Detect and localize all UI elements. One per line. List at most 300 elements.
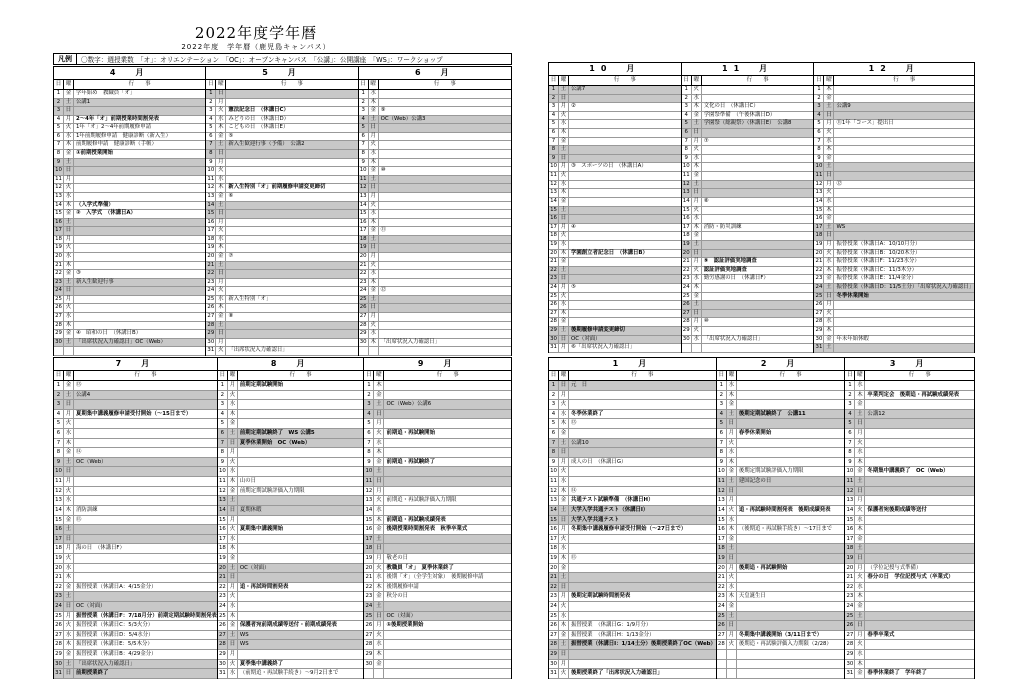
weekday: 火	[692, 267, 702, 275]
weekday: 土	[64, 339, 74, 347]
day-number: 21	[54, 262, 64, 270]
calendar-row	[717, 400, 845, 410]
day-number: 8	[218, 448, 228, 457]
calendar-row	[845, 410, 974, 420]
calendar-row	[359, 107, 511, 116]
day-number: 27	[206, 313, 216, 321]
column-header-events: 行 事	[289, 372, 312, 378]
weekday	[64, 347, 74, 355]
calendar-row	[364, 621, 511, 631]
event-text	[379, 347, 511, 355]
calendar-row	[549, 129, 681, 138]
weekday: 日	[228, 506, 238, 515]
day-number: 19	[54, 554, 64, 563]
day-number: 10	[717, 467, 727, 476]
calendar-row	[359, 184, 511, 193]
weekday: 月	[727, 429, 737, 438]
weekday: 金	[855, 535, 865, 544]
weekday: 木	[228, 410, 238, 419]
weekday: 月	[824, 120, 834, 128]
calendar-row	[359, 322, 511, 331]
day-number: 12	[54, 487, 64, 496]
calendar-row	[359, 227, 511, 236]
day-number: 9	[549, 155, 559, 163]
weekday: 土	[824, 163, 834, 171]
event-text: ⑬	[571, 420, 577, 427]
calendar-row	[54, 322, 205, 331]
day-number: 16	[218, 525, 228, 534]
day-number: 17	[364, 535, 374, 544]
page-subtitle: 2022年度 学年暦（鹿児島キャンパス）	[181, 43, 331, 51]
event-text: ⑨ 認証評価実地調査	[703, 258, 757, 265]
weekday: 土	[374, 467, 384, 476]
calendar-row	[54, 506, 217, 516]
event-text	[226, 167, 357, 175]
event-text	[384, 487, 511, 496]
weekday: 月	[855, 496, 865, 505]
calendar-row	[359, 339, 511, 348]
calendar-row	[845, 439, 974, 449]
weekday: 日	[64, 467, 74, 476]
weekday: 火	[374, 631, 384, 640]
day-number: 29	[845, 650, 855, 659]
calendar-row	[717, 477, 845, 487]
event-text	[569, 583, 716, 592]
weekday: 水	[64, 193, 74, 201]
weekday: 日	[64, 287, 74, 295]
calendar-row	[717, 573, 845, 583]
calendar-row	[364, 419, 511, 429]
weekday: 日	[64, 535, 74, 544]
calendar-row	[682, 163, 814, 172]
weekday: 日	[228, 640, 238, 649]
day-number: 23	[206, 279, 216, 287]
calendar-row	[717, 467, 845, 477]
event-text	[569, 232, 681, 240]
weekday: 木	[228, 612, 238, 621]
weekday: 月	[855, 564, 865, 573]
calendar-row	[814, 310, 974, 319]
weekday: 土	[228, 564, 238, 573]
calendar-row	[54, 391, 217, 401]
calendar-row	[845, 525, 974, 535]
event-text	[702, 327, 814, 335]
calendar-row	[54, 535, 217, 545]
event-text	[226, 270, 357, 278]
calendar-row	[814, 146, 974, 155]
month-column	[364, 358, 511, 679]
column-header	[206, 80, 357, 90]
weekday: 水	[64, 313, 74, 321]
weekday: 土	[559, 267, 569, 275]
event-text	[702, 284, 814, 292]
event-text: 「出席状況入力確認日」	[228, 347, 288, 354]
event-text	[384, 448, 511, 457]
day-number: 15	[54, 516, 64, 525]
event-text: （入学式準備）	[76, 201, 114, 208]
day-number: 21	[549, 573, 559, 582]
day-number: 1	[814, 86, 824, 94]
day-number: 1	[54, 90, 64, 98]
event-text: 後期追・再試験開始	[738, 564, 788, 571]
event-text	[569, 181, 681, 189]
event-text: 元 日	[571, 382, 588, 388]
column-header-events: 行 事	[433, 81, 456, 87]
weekday: 土	[855, 477, 865, 486]
day-number: 29	[359, 330, 369, 338]
day-number: 4	[359, 116, 369, 124]
event-text	[74, 184, 205, 192]
day-number: 13	[54, 496, 64, 505]
column-header-weekday: 曜	[64, 371, 74, 380]
column-header-events: 行 事	[631, 372, 654, 378]
event-text: 新入生歓迎行事（予備） 公講2	[228, 141, 305, 148]
weekday: 木	[559, 621, 569, 630]
day-number: 7	[717, 439, 727, 448]
event-text: 消防訓練	[76, 506, 98, 513]
day-number: 25	[218, 612, 228, 621]
weekday: 月	[824, 241, 834, 249]
day-number: 5	[549, 419, 559, 428]
day-number: 18	[54, 544, 64, 553]
calendar-row	[814, 129, 974, 138]
calendar-row	[682, 258, 814, 267]
calendar-row	[845, 660, 974, 670]
event-text	[865, 516, 974, 525]
day-number: 15	[845, 516, 855, 525]
event-text: 夏季集中講義終了	[239, 660, 284, 667]
calendar-row	[682, 301, 814, 310]
day-number: 7	[549, 138, 559, 146]
calendar-row	[54, 202, 205, 211]
column-header-weekday: 曜	[559, 76, 569, 85]
day-number: 7	[206, 141, 216, 149]
weekday: 土	[692, 120, 702, 128]
weekday: 日	[692, 189, 702, 197]
day-number: 12	[54, 184, 64, 192]
weekday: 木	[692, 103, 702, 111]
weekday: 金	[216, 133, 226, 141]
calendar-row	[549, 391, 716, 401]
weekday: 木	[727, 525, 737, 534]
calendar-row	[364, 467, 511, 477]
event-text	[569, 120, 681, 128]
day-number	[359, 347, 369, 355]
calendar-row	[54, 381, 217, 391]
day-number: 26	[549, 621, 559, 630]
weekday: 水	[855, 381, 865, 390]
calendar-row	[845, 535, 974, 545]
column-header-events: 行 事	[746, 77, 769, 83]
day-number: 5	[54, 124, 64, 132]
weekday: 木	[369, 219, 379, 227]
day-number: 10	[364, 467, 374, 476]
weekday: 水	[369, 90, 379, 98]
day-number: 2	[359, 99, 369, 107]
event-text: 海の日 （休講日F）	[76, 545, 125, 552]
calendar-row	[364, 506, 511, 516]
day-number: 18	[845, 544, 855, 553]
event-text: OC（対面）	[76, 603, 106, 610]
day-number: 16	[54, 219, 64, 227]
weekday: 日	[64, 167, 74, 175]
weekday: 月	[64, 544, 74, 553]
weekday: 火	[64, 554, 74, 563]
day-number: 4	[814, 112, 824, 120]
weekday: 木	[64, 141, 74, 149]
calendar-row	[845, 477, 974, 487]
weekday: 金	[559, 258, 569, 266]
calendar-row	[54, 90, 205, 99]
day-number: 16	[717, 525, 727, 534]
event-text	[74, 296, 205, 304]
event-text	[834, 138, 974, 146]
weekday	[692, 344, 702, 352]
day-number: 20	[717, 564, 727, 573]
event-text: 春季卒業式	[867, 631, 895, 638]
column-header-events: 行 事	[436, 372, 459, 378]
day-number: 2	[717, 391, 727, 400]
weekday: 水	[824, 258, 834, 266]
day-number: 1	[218, 381, 228, 390]
day-number: 20	[364, 564, 374, 573]
day-number: 9	[549, 458, 559, 467]
weekday: 土	[727, 410, 737, 419]
event-text	[834, 163, 974, 171]
day-number: 29	[549, 650, 559, 659]
weekday: 火	[64, 124, 74, 132]
event-text	[238, 573, 364, 582]
weekday: 月	[374, 487, 384, 496]
day-number: 6	[549, 429, 559, 438]
event-text	[737, 458, 845, 467]
calendar-row	[682, 250, 814, 259]
weekday: 水	[374, 573, 384, 582]
day-number: 7	[814, 138, 824, 146]
event-text	[238, 516, 364, 525]
calendar-row	[717, 544, 845, 554]
day-number: 3	[549, 103, 559, 111]
weekday: 金	[855, 669, 865, 678]
calendar-row	[549, 207, 681, 216]
weekday: 金	[692, 293, 702, 301]
event-text	[74, 592, 217, 601]
weekday: 日	[64, 602, 74, 611]
event-text: 2～4年「オ」前期授業時間割発表	[76, 115, 159, 122]
day-number: 6	[54, 429, 64, 438]
weekday: 月	[559, 284, 569, 292]
calendar-row	[54, 573, 217, 583]
calendar-row	[682, 146, 814, 155]
event-text	[702, 310, 814, 318]
day-number: 12	[359, 184, 369, 192]
calendar-row	[218, 535, 364, 545]
calendar-row	[682, 129, 814, 138]
weekday: 火	[369, 322, 379, 330]
weekday: 金	[824, 275, 834, 283]
weekday: 火	[374, 564, 384, 573]
weekday: 木	[369, 159, 379, 167]
calendar-row	[359, 90, 511, 99]
day-number	[717, 660, 727, 669]
day-number: 17	[54, 227, 64, 235]
weekday: 日	[369, 184, 379, 192]
event-text	[379, 184, 511, 192]
day-number: 12	[814, 181, 824, 189]
day-number: 20	[54, 253, 64, 261]
calendar-row	[549, 650, 716, 660]
event-text	[865, 525, 974, 534]
weekday: 土	[824, 103, 834, 111]
column-header-day: 日	[845, 371, 855, 380]
event-text	[569, 400, 716, 409]
event-text	[379, 193, 511, 201]
weekday: 水	[559, 544, 569, 553]
calendar-row	[814, 250, 974, 259]
event-text: （学位記授与式準備）	[867, 564, 922, 571]
day-number: 2	[206, 99, 216, 107]
event-text	[702, 250, 814, 258]
day-number: 19	[814, 241, 824, 249]
weekday: 火	[559, 602, 569, 611]
event-text: 学園祭準備 （午後休講日D）	[703, 111, 776, 118]
day-number: 30	[845, 660, 855, 669]
calendar-row	[359, 296, 511, 305]
day-number: 24	[549, 602, 559, 611]
day-number: 29	[218, 650, 228, 659]
calendar-row	[814, 189, 974, 198]
day-number: 27	[364, 631, 374, 640]
event-text	[384, 391, 511, 400]
weekday: 火	[559, 172, 569, 180]
day-number: 9	[682, 155, 692, 163]
event-text: 勤労感謝の日 （休講日F）	[703, 275, 769, 282]
event-text	[865, 487, 974, 496]
day-number: 25	[845, 612, 855, 621]
column-header-day: 日	[359, 80, 369, 89]
day-number: 12	[549, 181, 559, 189]
month-header: 8 月	[218, 358, 364, 371]
day-number: 12	[717, 487, 727, 496]
weekday: 木	[64, 202, 74, 210]
calendar-row	[359, 236, 511, 245]
calendar-row	[206, 287, 357, 296]
event-text: ⑬	[76, 382, 82, 388]
day-number: 27	[54, 313, 64, 321]
day-number: 2	[218, 391, 228, 400]
calendar-row	[717, 506, 845, 516]
weekday: 金	[64, 650, 74, 659]
column-header	[218, 371, 364, 381]
event-text	[737, 419, 845, 428]
event-text: 冬季休業終了	[571, 410, 604, 417]
day-number: 1	[549, 381, 559, 390]
day-number	[717, 650, 727, 659]
event-text	[74, 313, 205, 321]
calendar-row	[549, 419, 716, 429]
calendar-row	[54, 167, 205, 176]
calendar-row	[206, 227, 357, 236]
event-text	[702, 215, 814, 223]
calendar-row	[549, 86, 681, 95]
weekday: 金	[692, 112, 702, 120]
event-text	[569, 477, 716, 486]
event-text	[226, 244, 357, 252]
event-text: OC（Web）公講3	[380, 115, 426, 122]
day-number: 5	[814, 120, 824, 128]
weekday: 土	[824, 344, 834, 352]
calendar-row	[549, 232, 681, 241]
day-number: 24	[845, 602, 855, 611]
event-text	[569, 564, 716, 573]
weekday: 日	[216, 210, 226, 218]
event-text	[865, 439, 974, 448]
event-text	[737, 400, 845, 409]
weekday: 月	[559, 163, 569, 171]
event-text	[702, 129, 814, 137]
calendar-row	[54, 253, 205, 262]
weekday: 火	[374, 429, 384, 438]
calendar-row	[54, 347, 205, 356]
weekday: 月	[64, 612, 74, 621]
day-number: 26	[359, 304, 369, 312]
calendar-row	[364, 516, 511, 526]
day-number	[682, 344, 692, 352]
calendar-row	[845, 467, 974, 477]
event-text	[238, 535, 364, 544]
event-text	[702, 293, 814, 301]
event-text	[74, 236, 205, 244]
event-text	[569, 535, 716, 544]
calendar-row	[549, 535, 716, 545]
calendar-row	[54, 640, 217, 650]
calendar-row	[682, 327, 814, 336]
calendar-row	[549, 310, 681, 319]
calendar-row	[359, 116, 511, 125]
day-number: 13	[54, 193, 64, 201]
event-text: 認証評価実地調査	[703, 266, 747, 273]
weekday: 土	[559, 86, 569, 94]
event-text: 卒業判定会 後期追・再試験成績発表	[867, 391, 960, 398]
event-text	[379, 313, 511, 321]
month-column	[54, 358, 218, 679]
weekday: 日	[855, 487, 865, 496]
month-header: 5 月	[206, 67, 357, 80]
calendar-row	[218, 660, 364, 670]
weekday: 火	[692, 86, 702, 94]
weekday: 月	[559, 103, 569, 111]
day-number: 15	[717, 516, 727, 525]
event-text: 「出席状況入力確認日」OC（Web）	[76, 338, 166, 345]
calendar-row	[845, 621, 974, 631]
day-number: 16	[54, 525, 64, 534]
calendar-row	[54, 270, 205, 279]
event-text	[737, 448, 845, 457]
calendar-row	[549, 95, 681, 104]
calendar-row	[682, 310, 814, 319]
event-text: 学園創立者記念日 （休講日B）	[571, 249, 648, 256]
weekday: 木	[216, 184, 226, 192]
day-number: 11	[549, 172, 559, 180]
weekday: 木	[559, 419, 569, 428]
weekday: 日	[559, 448, 569, 457]
calendar-row	[814, 301, 974, 310]
event-text	[379, 330, 511, 338]
calendar-row	[549, 293, 681, 302]
day-number: 11	[814, 172, 824, 180]
calendar-row	[364, 592, 511, 602]
day-number: 30	[549, 336, 559, 344]
